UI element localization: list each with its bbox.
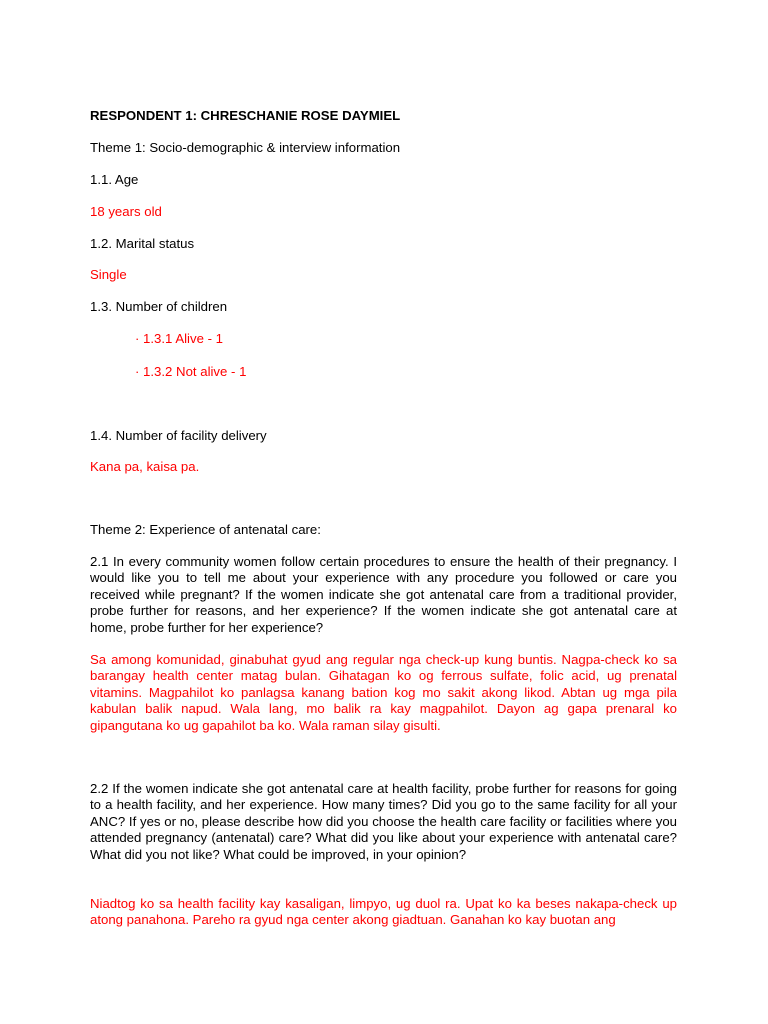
answer-age: 18 years old (90, 204, 162, 219)
question-facility-delivery: 1.4. Number of facility delivery (90, 428, 267, 443)
question-2-1: 2.1 In every community women follow certain procedures to ensure the health of their pregnancy. I would like you to tell me about your experience with any procedure you followed or care you received while pregnant? If the women indicate she got antenatal care from a traditional provider, probe further for reasons, and her experience? If the women indicate she got antenatal care at home, probe further for her experience? (90, 554, 677, 635)
question-age: 1.1. Age (90, 172, 139, 187)
answer-children-alive: · 1.3.1 Alive - 1 (135, 331, 223, 346)
answer-2-2: Niadtog ko sa health facility kay kasaligan, limpyo, ug duol ra. Upat ko ka beses nakapa-check up atong panahona. Pareho ra gyud nga center akong giadtuan. Ganahan ko kay buotan ang (90, 896, 677, 928)
answer-marital-status: Single (90, 267, 127, 282)
answer-children-not-alive: · 1.3.2 Not alive - 1 (135, 364, 247, 379)
theme-2-title: Theme 2: Experience of antenatal care: (90, 522, 321, 537)
question-number-of-children: 1.3. Number of children (90, 299, 228, 314)
question-2-2: 2.2 If the women indicate she got antenatal care at health facility, probe further for reasons for going to a health facility, and her experience. How many times? Did you go to the same facility for all your ANC? If yes or no, please describe how did you choose the health care facility or facilities where you attended pregnancy (antenatal) care? What did you like about your experience with antenatal care? What did you not like? What could be improved, in your opinion? (90, 781, 677, 862)
theme-1-title: Theme 1: Socio-demographic & interview information (90, 140, 401, 155)
answer-facility-delivery: Kana pa, kaisa pa. (90, 459, 200, 474)
answer-2-1: Sa among komunidad, ginabuhat gyud ang regular nga check-up kung buntis. Nagpa-check ko sa barangay health center matag bulan. Gihatagan ko og ferrous sulfate, folic acid, ug prenatal vitamins. Magpahilot ko panlagsa kanang bation kog mo sakit akong likod. Abtan ug mga pila kabulan balik napud. Wala lang, mo balik ra kay magpahilot. Dayon ag gapa prenaral ko gipangutana ko ug gapahilot ba ko. Wala raman silay gisulti. (90, 652, 677, 733)
question-marital-status: 1.2. Marital status (90, 236, 195, 251)
respondent-heading: RESPONDENT 1: CHRESCHANIE ROSE DAYMIEL (90, 108, 401, 123)
